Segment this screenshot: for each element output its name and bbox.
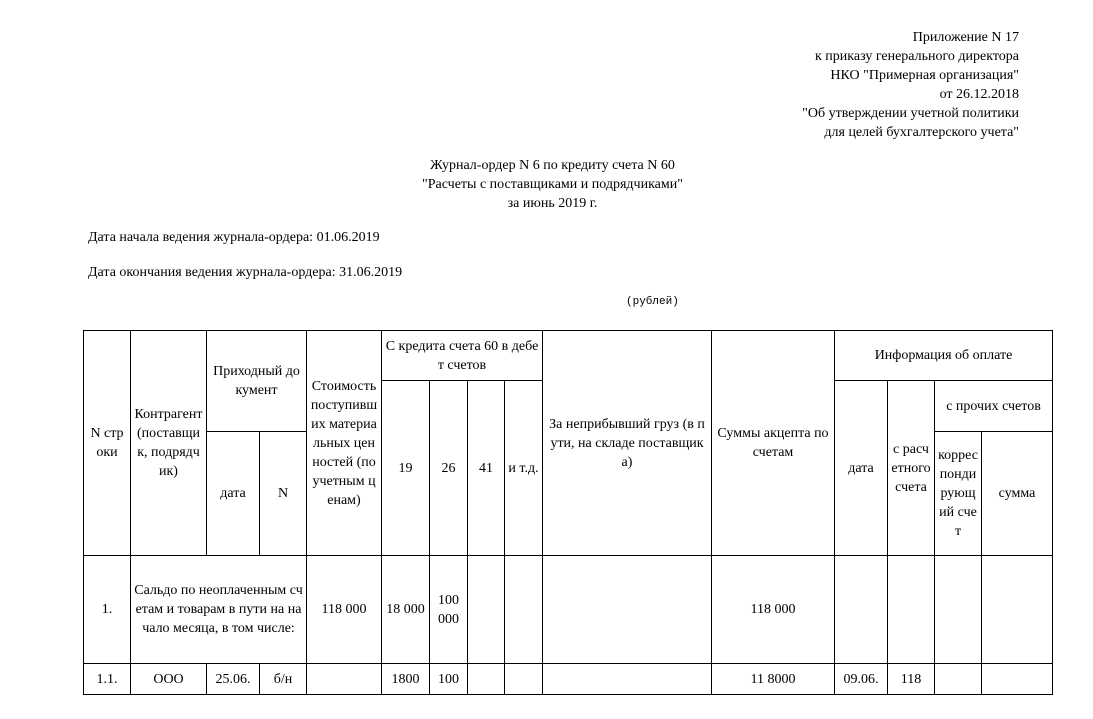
- header-doc-date: дата: [207, 432, 260, 556]
- cell-acc-etc: [505, 664, 543, 695]
- cell-pay-date: [835, 556, 888, 664]
- cell-corr-account: [935, 556, 982, 664]
- document-title: [250, 156, 855, 213]
- appendix-line: Приложение N 17: [912, 30, 1019, 45]
- cell-row-no: 1.1.: [84, 664, 131, 695]
- cell-acc-19: 1800: [382, 664, 430, 695]
- header-accepted: Суммы акцепта по счетам: [712, 331, 835, 556]
- header-doc-no: N: [260, 432, 307, 556]
- table-row: [84, 664, 1053, 695]
- cell-sum: [982, 556, 1053, 664]
- cell-accepted: 11 8000: [712, 664, 835, 695]
- appendix-line: НКО "Примерная организация": [830, 68, 1019, 83]
- appendix-line: для целей бухгалтерского учета": [824, 125, 1019, 140]
- cell-unarrived: [543, 556, 712, 664]
- header-from-settlement: с расчетного счета: [888, 381, 935, 556]
- header-corr-account: корреспондирующий счет: [935, 432, 982, 556]
- cell-unarrived: [543, 664, 712, 695]
- cell-acc-41: [468, 664, 505, 695]
- title-line: "Расчеты с поставщиками и подрядчиками": [422, 177, 683, 192]
- cell-doc-no: б/н: [260, 664, 307, 695]
- cell-counterparty: ООО: [131, 664, 207, 695]
- header-counterparty: Контрагент (поставщик, подрядчик): [131, 331, 207, 556]
- cell-acc-41: [468, 556, 505, 664]
- cell-acc-19: 18 000: [382, 556, 430, 664]
- cell-cost: 118 000: [307, 556, 382, 664]
- header-cost: Стоимость поступивших материальных ценностей (по учетным ценам): [307, 331, 382, 556]
- header-unarrived: За неприбывший груз (в пути, на складе поставщика): [543, 331, 712, 556]
- table-row: [84, 556, 1053, 664]
- cell-accepted: 118 000: [712, 556, 835, 664]
- cell-acc-26: 100: [430, 664, 468, 695]
- header-pay-date: дата: [835, 381, 888, 556]
- end-date: Дата окончания ведения журнала-ордера: 31.06.2019: [88, 265, 403, 280]
- units-label: (рублей): [626, 296, 679, 308]
- header-acc-41: 41: [468, 381, 505, 556]
- header-sum: сумма: [982, 432, 1053, 556]
- cell-from-settlement: [888, 556, 935, 664]
- header-credit-60: С кредита счета 60 в дебет счетов: [382, 331, 543, 381]
- cell-pay-date: 09.06.: [835, 664, 888, 695]
- cell-doc-date: 25.06.: [207, 664, 260, 695]
- header-acc-etc: и т.д.: [505, 381, 543, 556]
- header-acc-26: 26: [430, 381, 468, 556]
- cell-acc-etc: [505, 556, 543, 664]
- journal-order-table: [83, 330, 1053, 695]
- header-from-other: с прочих счетов: [935, 381, 1053, 432]
- cell-from-settlement: 118: [888, 664, 935, 695]
- header-incoming-doc: Приходный документ: [207, 331, 307, 432]
- appendix-line: от 26.12.2018: [939, 87, 1019, 102]
- cell-row-no: 1.: [84, 556, 131, 664]
- appendix-line: к приказу генерального директора: [815, 49, 1019, 64]
- title-line: за июнь 2019 г.: [507, 196, 598, 211]
- appendix-line: "Об утверждении учетной политики: [802, 106, 1019, 121]
- cell-corr-account: [935, 664, 982, 695]
- cell-counterparty: Сальдо по неоплаченным счетам и товарам в пути на начало месяца, в том числе:: [131, 556, 307, 664]
- title-line: Журнал-ордер N 6 по кредиту счета N 60: [430, 158, 675, 173]
- start-date: Дата начала ведения журнала-ордера: 01.06.2019: [88, 230, 380, 245]
- header-payment-info: Информация об оплате: [835, 331, 1053, 381]
- cell-sum: [982, 664, 1053, 695]
- cell-acc-26: 100 000: [430, 556, 468, 664]
- cell-cost: [307, 664, 382, 695]
- header-acc-19: 19: [382, 381, 430, 556]
- header-row-no: N строки: [84, 331, 131, 556]
- appendix-block: [802, 28, 1019, 142]
